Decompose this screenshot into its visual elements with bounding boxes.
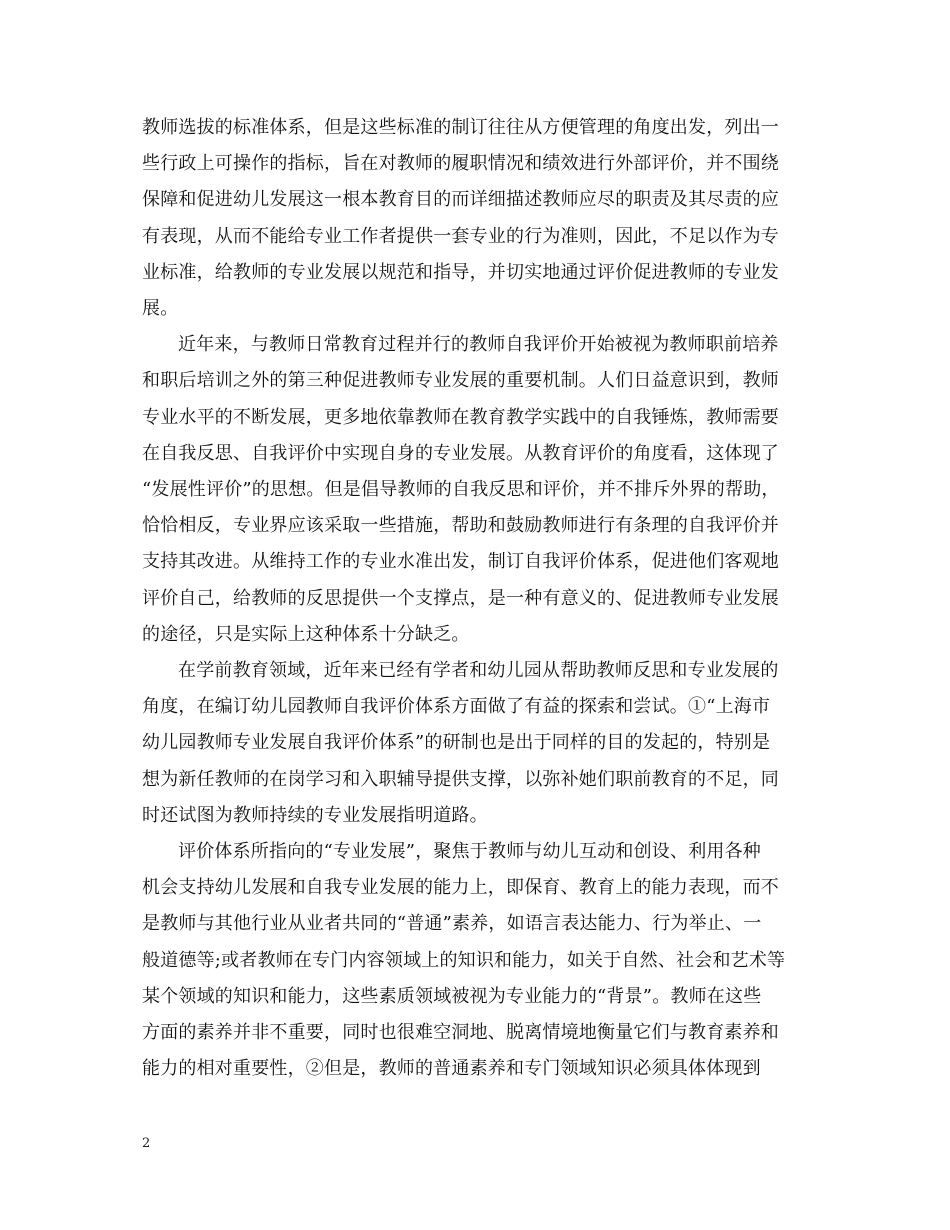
page-number: 2 bbox=[142, 1136, 151, 1151]
text-line: 业标准，给教师的专业发展以规范和指导，并切实地通过评价促进教师的专业发 bbox=[142, 262, 779, 283]
text-line: 在学前教育领域，近年来已经有学者和幼儿园从帮助教师反思和专业发展的 bbox=[178, 660, 779, 681]
text-line: 和职后培训之外的第三种促进教师专业发展的重要机制。人们日益意识到，教师 bbox=[142, 370, 779, 391]
text-line: 专业水平的不断发展，更多地依靠教师在教育教学实践中的自我锤炼，教师需要 bbox=[142, 407, 779, 428]
text-line: 保障和促进幼儿发展这一根本教育目的而详细描述教师应尽的职责及其尽责的应 bbox=[142, 189, 779, 210]
text-line: 恰恰相反，专业界应该采取一些措施，帮助和鼓励教师进行有条理的自我评价并 bbox=[142, 515, 779, 536]
text-line: 在自我反思、自我评价中实现自身的专业发展。从教育评价的角度看，这体现了 bbox=[142, 443, 779, 464]
text-line: 想为新任教师的在岗学习和入职辅导提供支撑，以弥补她们职前教育的不足，同 bbox=[142, 769, 779, 790]
text-line: 的途径，只是实际上这种体系十分缺乏。 bbox=[142, 624, 470, 645]
text-line: 是教师与其他行业从业者共同的“普通”素养，如语言表达能力、行为举止、一 bbox=[142, 913, 762, 934]
text-line: 评价体系所指向的“专业发展”，聚焦于教师与幼儿互动和创设、利用各种 bbox=[178, 841, 762, 862]
text-line: 能力的相对重要性，②但是，教师的普通素养和专门领域知识必须具体体现到 bbox=[142, 1058, 761, 1079]
text-line: 展。 bbox=[142, 298, 179, 319]
text-line: 教师选拔的标准体系，但是这些标准的制订往往从方便管理的角度出发，列出一 bbox=[142, 117, 779, 138]
text-line: 些行政上可操作的指标，旨在对教师的履职情况和绩效进行外部评价，并不围绕 bbox=[142, 153, 779, 174]
text-line: 评价自己，给教师的反思提供一个支撑点，是一种有意义的、促进教师专业发展 bbox=[142, 588, 779, 609]
text-line: 角度，在编订幼儿园教师自我评价体系方面做了有益的探索和尝试。①“上海市 bbox=[142, 696, 771, 717]
text-line: 支持其改进。从维持工作的专业水准出发，制订自我评价体系，促进他们客观地 bbox=[142, 551, 779, 572]
text-line: “发展性评价”的思想。但是倡导教师的自我反思和评价，并不排斥外界的帮助， bbox=[142, 479, 780, 500]
text-line: 般道德等;或者教师在专门内容领域上的知识和能力，如关于自然、社会和艺术等 bbox=[142, 950, 786, 971]
text-line: 时还试图为教师持续的专业发展指明道路。 bbox=[142, 805, 488, 826]
text-line: 近年来，与教师日常教育过程并行的教师自我评价开始被视为教师职前培养 bbox=[178, 334, 779, 355]
text-line: 有表现，从而不能给专业工作者提供一套专业的行为准则，因此，不足以作为专 bbox=[142, 226, 779, 247]
text-line: 机会支持幼儿发展和自我专业发展的能力上，即保育、教育上的能力表现，而不 bbox=[142, 877, 779, 898]
text-line: 幼儿园教师专业发展自我评价体系”的研制也是出于同样的目的发起的，特别是 bbox=[142, 732, 771, 753]
text-line: 某个领域的知识和能力，这些素质领域被视为专业能力的“背景”。教师在这些 bbox=[142, 986, 762, 1007]
text-line: 方面的素养并非不重要，同时也很难空洞地、脱离情境地衡量它们与教育素养和 bbox=[142, 1022, 779, 1043]
